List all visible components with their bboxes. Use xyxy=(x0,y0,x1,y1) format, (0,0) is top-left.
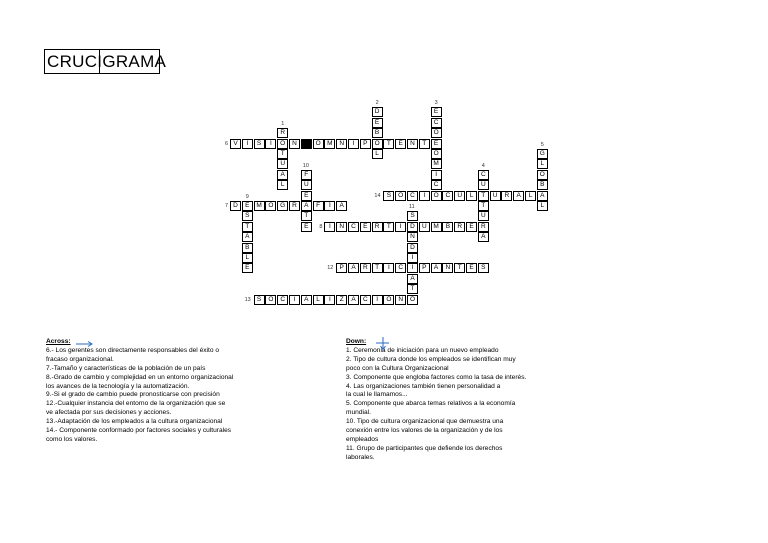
crossword-cell[interactable]: L xyxy=(372,149,383,159)
crossword-cell[interactable]: E xyxy=(431,139,442,149)
crossword-cell[interactable]: M xyxy=(431,222,442,232)
crossword-cell[interactable]: A xyxy=(348,263,359,273)
crossword-cell[interactable]: R xyxy=(360,263,371,273)
crossword-cell[interactable]: N xyxy=(407,232,418,242)
crossword-cell[interactable]: I xyxy=(407,253,418,263)
crossword-cell[interactable]: F xyxy=(313,201,324,211)
crossword-cell[interactable]: I xyxy=(395,222,406,232)
crossword-cell[interactable]: T xyxy=(407,284,418,294)
clue-number: 11 xyxy=(409,204,415,211)
crossword-cell[interactable]: T xyxy=(478,201,489,211)
crossword-cell[interactable]: A xyxy=(537,191,548,201)
crossword-cell[interactable]: R xyxy=(277,128,288,138)
crossword-cell[interactable]: I xyxy=(324,222,335,232)
crossword-cell[interactable]: Ó xyxy=(383,295,394,305)
across-clue-line: ve afectada por sus decisiones y acciones. xyxy=(46,409,172,417)
clue-number: 1 xyxy=(281,121,285,128)
across-clue-line: fracaso organizacional. xyxy=(46,355,114,363)
crossword-cell[interactable]: Ó xyxy=(431,149,442,159)
across-clue-line: 7.-Tamaño y características de la población de un país xyxy=(46,364,206,372)
down-clues xyxy=(346,338,526,463)
down-heading: Down: xyxy=(346,338,367,345)
crossword-cell[interactable]: N xyxy=(289,139,300,149)
crossword-cell[interactable]: S xyxy=(407,211,418,221)
crossword-cell[interactable]: L xyxy=(242,253,253,263)
crossword-cell[interactable]: T xyxy=(383,139,394,149)
crossword-cell[interactable]: B xyxy=(537,180,548,190)
crossword-cell[interactable]: U xyxy=(419,222,430,232)
crossword-cell[interactable]: O xyxy=(372,139,383,149)
crossword-cell[interactable]: C xyxy=(478,170,489,180)
crossword-cell[interactable]: I xyxy=(431,170,442,180)
across-clue-line: los avances de la tecnología y la automatización. xyxy=(46,382,190,390)
crossword-cell[interactable]: S xyxy=(383,191,394,201)
crossword-cell[interactable]: T xyxy=(419,139,430,149)
crossword-cell[interactable]: A xyxy=(301,295,312,305)
crossword-cell[interactable]: O xyxy=(265,295,276,305)
crossword-cell[interactable]: R xyxy=(289,201,300,211)
crossword-cell[interactable]: T xyxy=(478,191,489,201)
down-clue-line: 2. Tipo de cultura donde los empleados se identifican muy xyxy=(346,355,516,363)
down-clue-list xyxy=(346,347,526,463)
crossword-cell[interactable]: M xyxy=(254,201,265,211)
crossword-cell[interactable]: P xyxy=(419,263,430,273)
across-clue-list xyxy=(46,347,233,445)
crossword-cell[interactable]: B xyxy=(242,243,253,253)
crossword-cell[interactable]: T xyxy=(277,149,288,159)
crossword-cell[interactable]: T xyxy=(383,222,394,232)
crossword-cell[interactable]: O xyxy=(537,170,548,180)
crossword-cell[interactable]: S xyxy=(254,295,265,305)
clue-number: 3 xyxy=(434,100,438,107)
down-clue-line: 10. Tipo de cultura organizacional que demuestra una xyxy=(346,418,504,426)
crossword-cell[interactable]: B xyxy=(372,128,383,138)
crossword-cell[interactable]: C xyxy=(360,295,371,305)
down-clue-line: poco con la Cultura Organizacional xyxy=(346,364,449,372)
crossword-cell[interactable]: R xyxy=(372,222,383,232)
crossword-cell[interactable]: U xyxy=(301,180,312,190)
crossword-cell[interactable]: O xyxy=(265,201,276,211)
crossword-cell[interactable]: G xyxy=(537,149,548,159)
clue-number: 4 xyxy=(481,162,485,169)
crossword-cell[interactable]: A xyxy=(513,191,524,201)
crossword-cell[interactable]: N xyxy=(395,295,406,305)
crossword-cell[interactable]: O xyxy=(313,139,324,149)
crossword-cell[interactable]: N xyxy=(407,139,418,149)
crossword-cell[interactable]: B xyxy=(442,222,453,232)
down-clue-line: 11. Grupo de participantes que defiende los derechos xyxy=(346,444,503,452)
crossword-cell[interactable]: I xyxy=(324,295,335,305)
down-clue-line: 4. Las organizaciones también tienen personalidad a xyxy=(346,382,501,390)
down-clue-line: laborales. xyxy=(346,453,375,461)
across-clue-line: 14.- Componente conformado por factores sociales y culturales xyxy=(46,427,232,435)
crossword-cell[interactable]: Z xyxy=(336,295,347,305)
crossword-cell[interactable]: A xyxy=(407,274,418,284)
crossword-cell[interactable]: G xyxy=(277,201,288,211)
crossword-cell[interactable]: C xyxy=(431,118,442,128)
crossword-cell[interactable]: T xyxy=(372,263,383,273)
crossword-cell[interactable]: E xyxy=(466,263,477,273)
crossword-cell[interactable]: O xyxy=(431,191,442,201)
down-clue-line: 1. Ceremonia de iniciación para un nuevo empleado xyxy=(346,346,499,354)
crossword-cell[interactable]: I xyxy=(372,295,383,305)
crossword-cell[interactable]: I xyxy=(265,139,276,149)
crossword-cell[interactable]: L xyxy=(537,159,548,169)
crossword-cell[interactable]: O xyxy=(407,295,418,305)
crossword-cell[interactable]: U xyxy=(478,180,489,190)
crossword-cell[interactable]: E xyxy=(431,107,442,117)
down-arrow-icon xyxy=(375,337,391,351)
crossword-cell[interactable]: L xyxy=(466,191,477,201)
crossword-cell[interactable]: P xyxy=(336,263,347,273)
crossword-cell[interactable]: I xyxy=(407,263,418,273)
crossword-cell[interactable]: F xyxy=(301,170,312,180)
black-cell[interactable] xyxy=(301,139,312,149)
across-arrow-icon xyxy=(75,340,95,348)
clue-number: 13 xyxy=(244,296,251,303)
crossword-cell[interactable]: R xyxy=(454,222,465,232)
crossword-cell[interactable]: M xyxy=(431,159,442,169)
crossword-cell[interactable]: I xyxy=(289,295,300,305)
crossword-cell[interactable]: C xyxy=(431,180,442,190)
crossword-cell[interactable]: E xyxy=(360,222,371,232)
clue-number: 14 xyxy=(374,192,381,199)
crossword-cell[interactable]: C xyxy=(395,263,406,273)
clue-number: 8 xyxy=(319,223,323,230)
crossword-cell[interactable]: N xyxy=(336,222,347,232)
crossword-cell[interactable]: É xyxy=(372,118,383,128)
clue-number: 5 xyxy=(540,142,544,148)
crossword-cell[interactable]: I xyxy=(383,263,394,273)
clue-number: 12 xyxy=(327,265,334,272)
across-heading: Across: xyxy=(46,338,71,345)
crossword-cell[interactable]: L xyxy=(537,201,548,211)
across-clue-line: 12.-Cualquier instancia del entorno de la organización que se xyxy=(46,400,226,408)
crossword-cell[interactable]: E xyxy=(395,139,406,149)
crossword-cell[interactable]: S xyxy=(242,211,253,221)
crossword-cell[interactable]: P xyxy=(360,139,371,149)
crossword-cell[interactable]: N xyxy=(442,263,453,273)
crossword-cell[interactable]: D xyxy=(407,243,418,253)
down-clue-line: la cual le llamamos... xyxy=(346,391,408,399)
crossword-cell[interactable]: E xyxy=(242,201,253,211)
crossword-cell[interactable]: E xyxy=(242,263,253,273)
crossword-cell[interactable]: E xyxy=(301,191,312,201)
across-clue-line: 13.-Adaptación de los empleados a la cultura organizacional xyxy=(46,418,223,426)
crossword-cell[interactable]: U xyxy=(454,191,465,201)
crossword-cell[interactable]: N xyxy=(336,139,347,149)
down-clue-line: 3. Componente que engloba factores como la tasa de interés. xyxy=(346,373,527,381)
crossword-cell[interactable]: A xyxy=(301,201,312,211)
crossword-cell[interactable]: M xyxy=(324,139,335,149)
crossword-cell[interactable]: U xyxy=(490,191,501,201)
crossword-cell[interactable]: L xyxy=(277,180,288,190)
crossword-cell[interactable]: C xyxy=(348,222,359,232)
crossword-cell[interactable]: S xyxy=(478,263,489,273)
crossword-cell[interactable]: R xyxy=(501,191,512,201)
crossword-cell[interactable]: C xyxy=(277,295,288,305)
crossword-cell[interactable]: A xyxy=(242,232,253,242)
crossword-cell[interactable]: A xyxy=(336,201,347,211)
crossword-cell[interactable]: T xyxy=(301,211,312,221)
crossword-cell[interactable]: A xyxy=(478,232,489,242)
crossword-cell[interactable]: E xyxy=(301,222,312,232)
crossword-cell[interactable]: A xyxy=(431,263,442,273)
crossword-cell[interactable]: I xyxy=(419,191,430,201)
clue-number: 9 xyxy=(245,194,249,200)
crossword-cell[interactable]: S xyxy=(254,139,265,149)
crossword-cell[interactable]: D xyxy=(230,201,241,211)
across-clue-line: 9.-Si el grado de cambio puede pronosticarse con precisión xyxy=(46,391,220,399)
across-clue-line: como los valores. xyxy=(46,435,98,443)
crossword-cell[interactable]: C xyxy=(442,191,453,201)
crossword-cell[interactable]: T xyxy=(454,263,465,273)
across-clues xyxy=(46,338,233,445)
down-clue-line: conexión entre los valores de la organización y de los xyxy=(346,427,503,435)
crossword-cell[interactable]: V xyxy=(230,139,241,149)
clue-number: 10 xyxy=(302,162,309,169)
crossword-cell[interactable]: T xyxy=(242,222,253,232)
crossword-cell[interactable]: A xyxy=(348,295,359,305)
crossword-cell[interactable]: D xyxy=(372,107,383,117)
crossword-cell[interactable]: U xyxy=(277,159,288,169)
crossword-cell[interactable]: O xyxy=(395,191,406,201)
crossword-cell[interactable]: I xyxy=(348,139,359,149)
crossword-cell[interactable]: D xyxy=(407,222,418,232)
across-clue-line: 6.- Los gerentes son directamente responsables del éxito o xyxy=(46,346,220,354)
crossword-cell[interactable]: Ó xyxy=(277,139,288,149)
page-title: CRUCIGRAMA xyxy=(47,52,167,71)
down-clue-line: 5. Componente que abarca temas relativos a la economía xyxy=(346,400,516,408)
crossword-cell[interactable]: L xyxy=(525,191,536,201)
crossword-cell[interactable]: I xyxy=(242,139,253,149)
crossword-cell[interactable]: Í xyxy=(324,201,335,211)
crossword-cell[interactable]: U xyxy=(478,211,489,221)
crossword-cell[interactable]: A xyxy=(277,170,288,180)
clue-number: 6 xyxy=(225,140,229,147)
crossword-cell[interactable]: R xyxy=(478,222,489,232)
crossword-cell[interactable]: L xyxy=(313,295,324,305)
crossword-cell[interactable]: C xyxy=(407,191,418,201)
down-clue-line: mundial. xyxy=(346,409,371,417)
clue-number: 2 xyxy=(375,100,379,107)
clue-number: 7 xyxy=(225,203,229,209)
across-clue-line: 8.-Grado de cambio y complejidad en un entorno organizacional xyxy=(46,373,234,381)
crossword-cell[interactable]: E xyxy=(466,222,477,232)
down-clue-line: empleados xyxy=(346,435,379,443)
crossword-cell[interactable]: O xyxy=(431,128,442,138)
